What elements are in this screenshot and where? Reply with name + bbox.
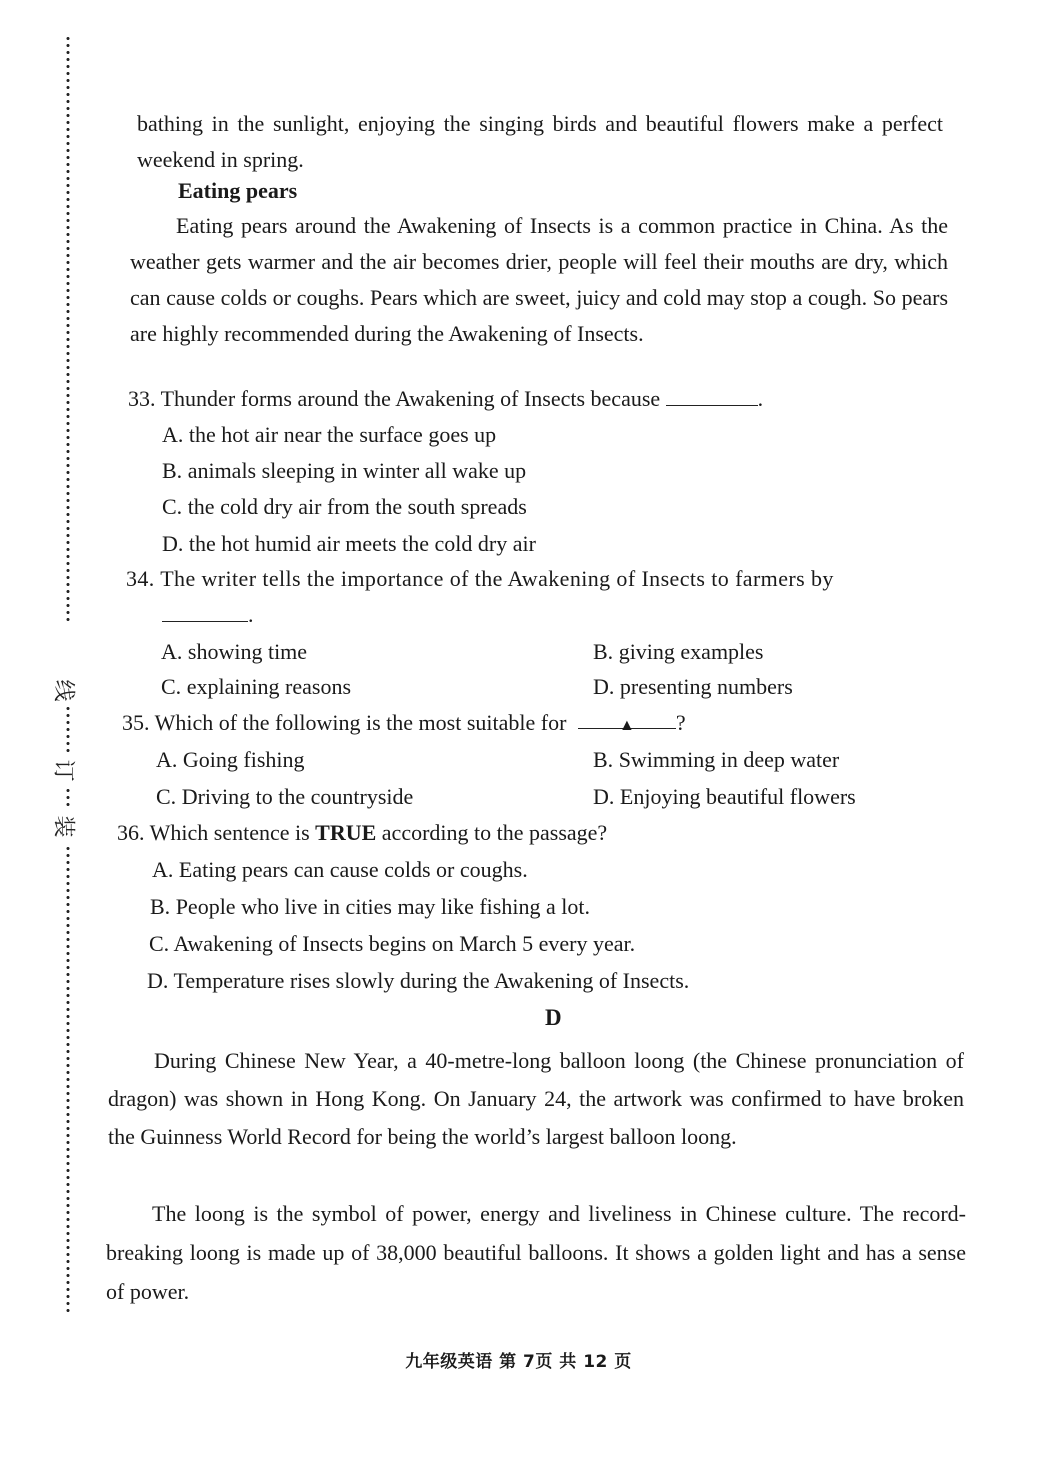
binding-char-xian: 线 [50,679,76,702]
dotted-line [66,845,70,1315]
dotted-line [66,787,70,809]
option-35-a: A. Going fishing [156,747,305,772]
passage-c-continued: bathing in the sunlight, enjoying the singing birds and beautiful flowers make a perfect weekend in spring. [137,111,943,172]
question-35: 35. Which of the following is the most suitable for ▲ ? [122,710,686,735]
page-footer: 九年级英语 第 7页 共 12 页 [405,1352,632,1372]
dotted-line [66,705,70,755]
option-34-a: A. showing time [161,639,308,664]
question-number: 34. [126,566,155,591]
option-36-d: D. Temperature rises slowly during the Awakening of Insects. [147,968,690,993]
triangle-marker-icon: ▲ [619,717,635,734]
option-35-c: C. Driving to the countryside [156,784,414,809]
question-number: 35. [122,710,150,735]
option-36-a: A. Eating pears can cause colds or coughs. [152,857,528,882]
question-number: 33. [128,386,156,411]
question-36: 36. Which sentence is TRUE according to the passage? [117,820,608,845]
option-33-b: B. animals sleeping in winter all wake up [162,458,527,483]
option-33-c: C. the cold dry air from the south spreads [162,494,527,519]
option-34-d: D. presenting numbers [593,674,793,699]
binding-char-zhuang: 装 [50,815,76,838]
option-36-c: C. Awakening of Insects begins on March 5 every year. [149,931,636,956]
question-33: 33. Thunder forms around the Awakening of Insects because . [128,386,764,411]
option-33-a: A. the hot air near the surface goes up [162,422,497,447]
question-stem: Which of the following is the most suitable for [154,710,567,735]
passage-d-paragraph-2: The loong is the symbol of power, energy and liveliness in Chinese culture. The record-breaking loong is made up of 38,000 beautiful balloons. It shows a golden light and has a sense of power. [106,1201,966,1304]
question-number: 36. [117,820,145,845]
answer-blank [666,387,758,406]
option-35-d: D. Enjoying beautiful flowers [593,784,856,809]
binding-margin [50,35,82,1287]
subheading-eating-pears: Eating pears [178,178,298,203]
question-34 [126,566,834,592]
dotted-line [66,35,70,625]
option-36-b: B. People who live in cities may like fishing a lot. [150,894,590,919]
option-34-b: B. giving examples [593,639,764,664]
question-stem: Thunder forms around the Awakening of Insects because [160,386,661,411]
binding-char-ding: 订 [50,759,76,782]
emphasis-true: TRUE [315,820,377,845]
answer-blank [578,710,676,734]
option-34-c: C. explaining reasons [161,674,352,699]
question-stem: The writer tells the importance of the Awakening of Insects to farmers by [160,566,834,591]
option-35-b: B. Swimming in deep water [593,747,840,772]
answer-blank-34: . [162,602,254,628]
option-33-d: D. the hot humid air meets the cold dry air [162,531,536,556]
paragraph-eating-pears: Eating pears around the Awakening of Insects is a common practice in China. As the weather gets warmer and the air becomes drier, people will feel their mouths are dry, which can cause colds or coughs. Pears which are sweet, juicy and cold may stop a cough. So pears are highly recommended during the Awakening of Insects. [130,213,948,346]
passage-d-paragraph-1: During Chinese New Year, a 40-metre-long balloon loong (the Chinese pronunciation of dragon) was shown in Hong Kong. On January 24, the artwork was confirmed to have broken the Guinness World Record for being the world’s largest balloon loong. [108,1048,964,1149]
section-letter-d: D [545,1005,562,1030]
